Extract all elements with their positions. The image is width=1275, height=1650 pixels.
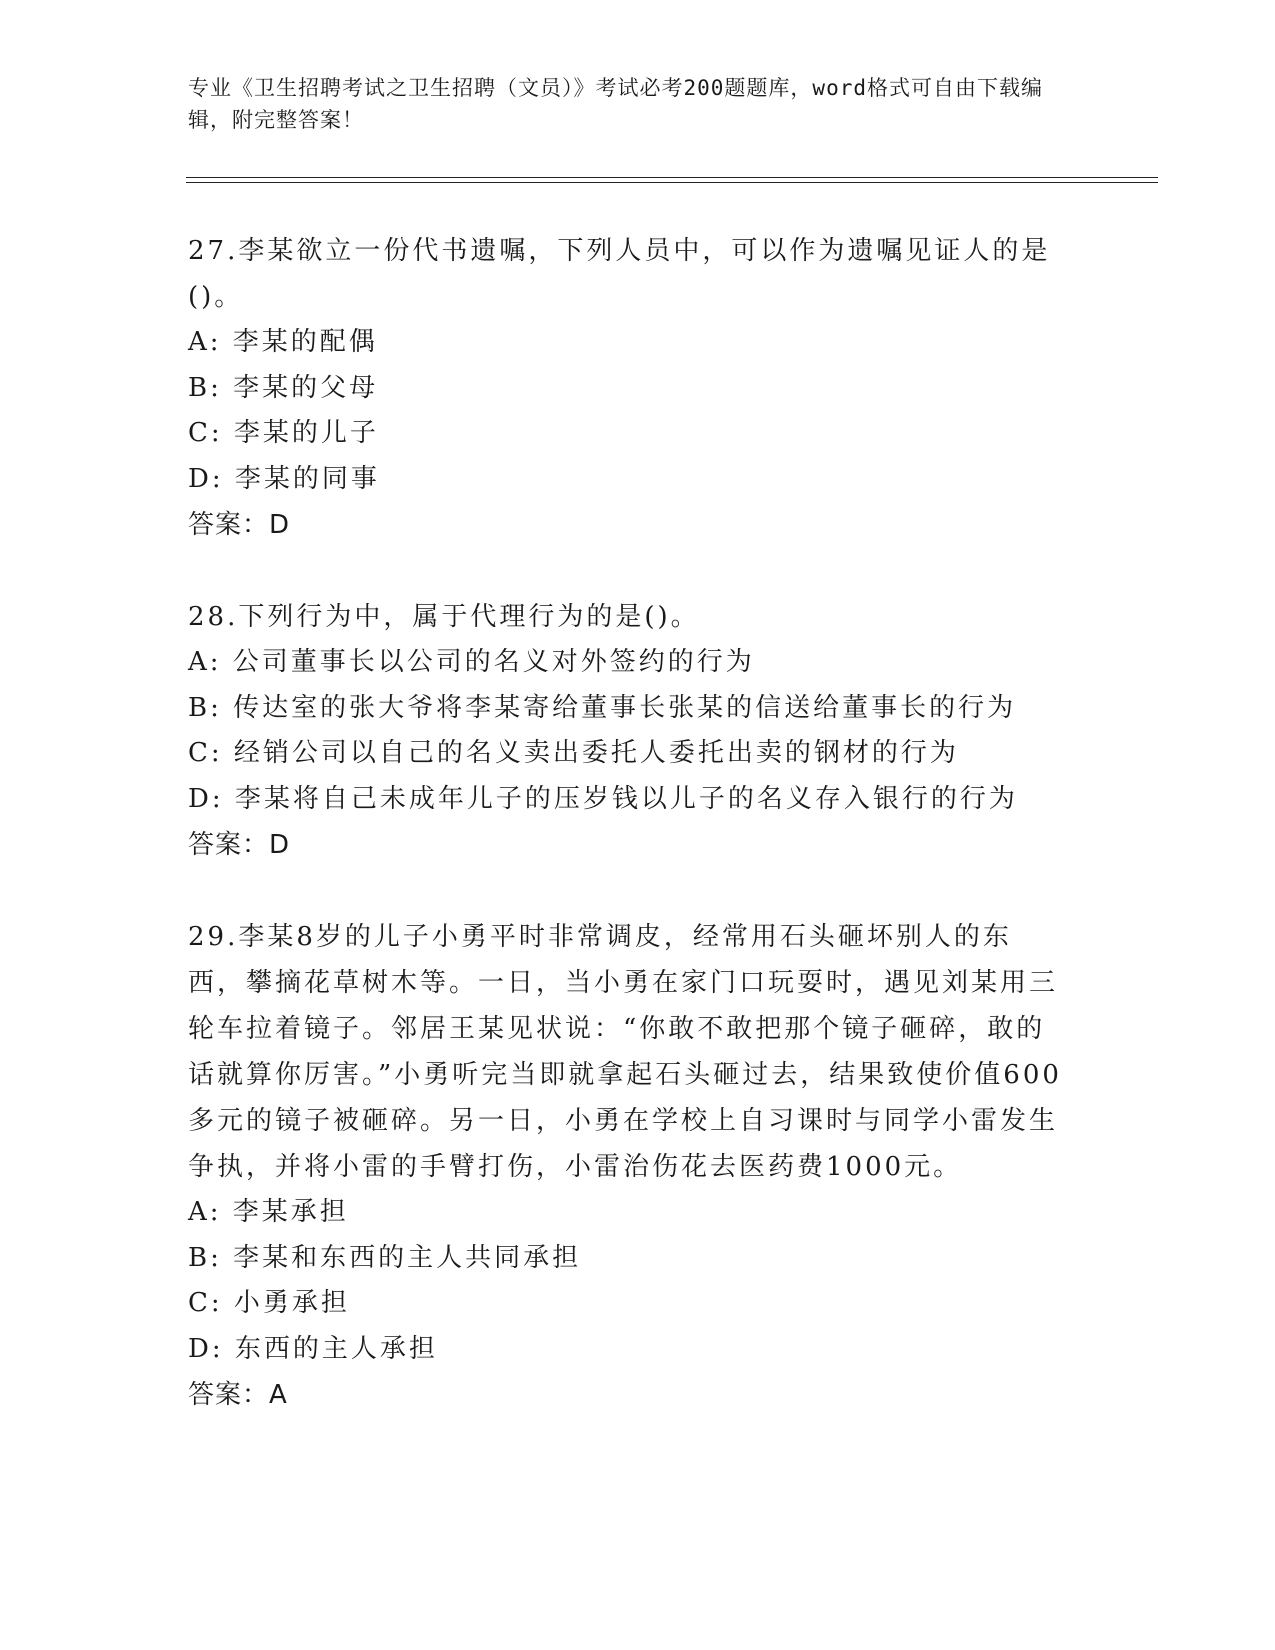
document-header [188,72,1068,136]
answer-line: 答案：A [188,1380,288,1410]
question-stem: 29.李某8岁的儿子小勇平时非常调皮，经常用石头砸坏别人的东西，攀摘花草树木等。一日，当小勇在家门口玩耍时，遇见刘某用三轮车拉着镜子。邻居王某见状说：“你敢不敢把那个镜子砸碎，敢的话就算你厉害。”小勇听完当即就拿起石头砸过去，结果致使价值600多元的镜子被砸碎。另一日，小勇在学校上自习课时与同学小雷发生争执，并将小雷的手臂打伤，小雷治伤花去医药费1000元。 [188,922,1062,1182]
answer-line: 答案：D [188,830,291,860]
option-b: B: 李某的父母 [188,372,379,403]
question-29 [188,914,1068,1418]
header-divider-bottom [186,182,1158,183]
question-list [188,228,1068,1464]
option-a: A: 李某的配偶 [188,327,378,357]
question-stem: 27.李某欲立一份代书遗嘱，下列人员中，可以作为遗嘱见证人的是()。 [188,236,1051,312]
question-27 [188,228,1068,548]
option-b: B: 传达室的张大爷将李某寄给董事长张某的信送给董事长的行为 [188,692,1017,723]
option-b: B: 李某和东西的主人共同承担 [188,1242,582,1273]
option-d: D: 李某的同事 [188,463,380,494]
option-c: C: 小勇承担 [188,1288,350,1318]
option-d: D: 东西的主人承担 [188,1333,438,1364]
option-a: A: 公司董事长以公司的名义对外签约的行为 [188,647,755,677]
option-c: C: 经销公司以自己的名义卖出委托人委托出卖的钢材的行为 [188,738,959,768]
question-stem: 28.下列行为中，属于代理行为的是()。 [188,602,700,632]
answer-line: 答案：D [188,510,291,540]
header-intro-text: 专业《卫生招聘考试之卫生招聘（文员）》考试必考200题题库，word格式可自由下载编辑，附完整答案！ [188,76,1043,132]
header-divider-top [186,177,1158,178]
option-a: A: 李某承担 [188,1197,349,1227]
option-c: C: 李某的儿子 [188,418,379,448]
option-d: D: 李某将自己未成年儿子的压岁钱以儿子的名义存入银行的行为 [188,783,1018,814]
question-28 [188,594,1068,868]
